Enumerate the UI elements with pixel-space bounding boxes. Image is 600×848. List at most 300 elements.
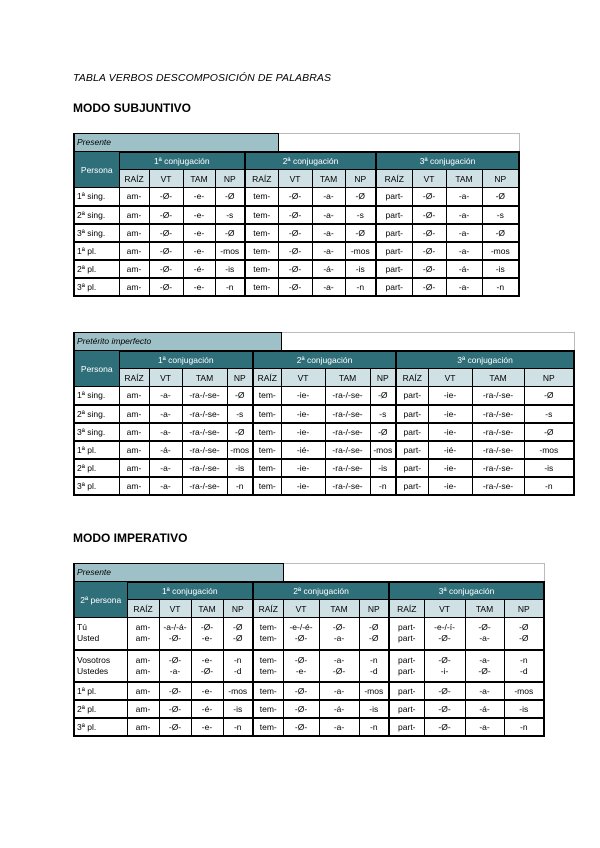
table-cell: tem- bbox=[245, 278, 278, 296]
column-header: RAÍZ bbox=[396, 369, 428, 387]
conjugation-header: 3ª conjugación bbox=[396, 351, 574, 369]
table-cell: part- bbox=[396, 387, 428, 405]
cell-line: tem- bbox=[259, 633, 277, 644]
table-cell: -ie- bbox=[281, 459, 325, 477]
row-label: 3ª pl. bbox=[74, 477, 119, 495]
table-cell: -ie- bbox=[428, 405, 472, 423]
cell-line: part- bbox=[398, 665, 416, 676]
cell-line: -Ø- bbox=[478, 665, 491, 676]
table-cell: -s bbox=[482, 206, 519, 224]
column-header: TAM bbox=[472, 369, 524, 387]
table-cell: -Ø- bbox=[149, 242, 183, 260]
table-cell: -á- bbox=[446, 260, 482, 278]
cell-line: -a- bbox=[169, 665, 181, 676]
table-cell: -e- bbox=[183, 224, 215, 242]
table-cell: -á- bbox=[465, 700, 504, 718]
cell-line: -Ø- bbox=[168, 654, 182, 665]
table-cell bbox=[359, 618, 389, 650]
table-cell: -Ø- bbox=[283, 718, 319, 736]
table-cell: am- bbox=[127, 682, 159, 700]
table-cell: -mos bbox=[227, 441, 253, 459]
subheader-row bbox=[74, 600, 544, 618]
table-cell: -mos bbox=[345, 242, 376, 260]
cell-line: part- bbox=[398, 622, 416, 633]
cell-line: am- bbox=[135, 654, 151, 665]
table-cell: -is bbox=[345, 260, 376, 278]
table-cell: -Ø- bbox=[278, 224, 312, 242]
tense-label: Presente bbox=[74, 134, 278, 152]
table-row bbox=[74, 700, 544, 718]
table-cell: -ra-/-se- bbox=[325, 459, 370, 477]
cell-line: am- bbox=[135, 665, 151, 676]
row-label: 1ª pl. bbox=[74, 242, 119, 260]
conjugation-header: 2ª conjugación bbox=[245, 152, 376, 170]
table-cell: -e- bbox=[183, 242, 215, 260]
table-cell: -Ø- bbox=[412, 188, 446, 206]
table-cell: part- bbox=[376, 242, 412, 260]
row-label: 1ª sing. bbox=[74, 188, 119, 206]
table-cell: -Ø- bbox=[424, 682, 465, 700]
table-cell bbox=[319, 618, 359, 650]
document-title: TABLA VERBOS DESCOMPOSICIÓN DE PALABRAS bbox=[73, 72, 332, 84]
table-cell: -Ø- bbox=[424, 700, 465, 718]
mode-subjuntivo-title: MODO SUBJUNTIVO bbox=[73, 101, 192, 115]
table-cell: -s bbox=[227, 405, 253, 423]
column-header: RAÍZ bbox=[389, 600, 424, 618]
table-cell: -mos bbox=[504, 682, 544, 700]
row-label: 2ª sing. bbox=[74, 206, 119, 224]
table-cell: -Ø- bbox=[424, 718, 465, 736]
cell-line: -Ø- bbox=[478, 622, 491, 633]
cell-line: part- bbox=[398, 654, 416, 665]
table-cell: -is bbox=[524, 459, 574, 477]
column-header: RAÍZ bbox=[127, 600, 159, 618]
table-cell bbox=[389, 650, 424, 682]
subheader-row bbox=[74, 369, 574, 387]
table-cell: -ie- bbox=[428, 477, 472, 495]
table-cell: tem- bbox=[253, 405, 281, 423]
cell-line: tem- bbox=[259, 665, 277, 676]
column-header: TAM bbox=[446, 170, 482, 188]
table-cell: -ra-/-se- bbox=[472, 441, 524, 459]
table-cell: -Ø- bbox=[149, 224, 183, 242]
table-cell: -Ø- bbox=[412, 224, 446, 242]
table-cell: -Ø bbox=[227, 387, 253, 405]
table-cell bbox=[465, 618, 504, 650]
column-header: NP bbox=[524, 369, 574, 387]
table-cell bbox=[253, 618, 283, 650]
table-cell: am- bbox=[119, 405, 149, 423]
column-header: VT bbox=[278, 170, 312, 188]
table-cell: -mos bbox=[370, 441, 396, 459]
table-cell bbox=[253, 650, 283, 682]
table-row bbox=[74, 718, 544, 736]
subheader-row bbox=[74, 170, 519, 188]
table-cell: part- bbox=[396, 459, 428, 477]
cell-line: -Ø bbox=[233, 622, 243, 633]
column-header: RAÍZ bbox=[253, 600, 283, 618]
row-label: 2ª pl. bbox=[74, 459, 119, 477]
table-cell: -ie- bbox=[281, 477, 325, 495]
cell-line: -d bbox=[370, 665, 378, 676]
table-cell: -á- bbox=[149, 441, 182, 459]
table-cell: -Ø bbox=[370, 387, 396, 405]
row-label: 1ª sing. bbox=[74, 387, 119, 405]
table-cell: -ra-/-se- bbox=[472, 477, 524, 495]
table-cell: -Ø- bbox=[412, 206, 446, 224]
row-label-line: Vosotros bbox=[77, 654, 111, 665]
cell-line: -Ø- bbox=[168, 633, 182, 644]
row-label: 3ª sing. bbox=[74, 224, 119, 242]
cell-line: -Ø bbox=[369, 622, 379, 633]
cell-line: -a- bbox=[333, 633, 345, 644]
table-cell: tem- bbox=[245, 242, 278, 260]
table-cell: -a- bbox=[312, 224, 345, 242]
table-cell: -ra-/-se- bbox=[182, 387, 227, 405]
table-cell: -ra-/-se- bbox=[325, 477, 370, 495]
column-header: VT bbox=[428, 369, 472, 387]
table-cell: -ra-/-se- bbox=[472, 423, 524, 441]
table-cell: -ra-/-se- bbox=[325, 423, 370, 441]
conjugation-header-row bbox=[74, 351, 574, 369]
table-cell: tem- bbox=[253, 477, 281, 495]
table-cell: part- bbox=[376, 260, 412, 278]
table-cell: -ie- bbox=[281, 423, 325, 441]
table-cell: tem- bbox=[253, 682, 283, 700]
table-cell: -Ø- bbox=[412, 242, 446, 260]
table-cell: -Ø- bbox=[412, 278, 446, 296]
table-cell: -Ø bbox=[345, 188, 376, 206]
table-cell: part- bbox=[389, 718, 424, 736]
table-cell: -n bbox=[215, 278, 245, 296]
table-cell: -e- bbox=[191, 682, 223, 700]
column-header: NP bbox=[223, 600, 253, 618]
cell-line: -Ø- bbox=[294, 633, 308, 644]
verb-table bbox=[73, 563, 545, 737]
cell-line: part- bbox=[398, 633, 416, 644]
row-label-line: Usted bbox=[77, 633, 100, 644]
table-cell: -ra-/-se- bbox=[182, 459, 227, 477]
table-cell: -mos bbox=[524, 441, 574, 459]
table-cell: -a- bbox=[312, 278, 345, 296]
column-header: TAM bbox=[312, 170, 345, 188]
table-cell: -n bbox=[223, 718, 253, 736]
table-cell bbox=[127, 650, 159, 682]
table-cell: -s bbox=[524, 405, 574, 423]
conjugation-header: 1ª conjugación bbox=[119, 152, 245, 170]
table-cell: -n bbox=[370, 477, 396, 495]
table-cell: -a- bbox=[149, 423, 182, 441]
table-cell: -a- bbox=[446, 278, 482, 296]
table-cell: -a- bbox=[465, 718, 504, 736]
row-label: 3ª sing. bbox=[74, 423, 119, 441]
cell-line: -a-/-á- bbox=[163, 622, 187, 633]
table-row bbox=[74, 260, 519, 278]
cell-line: -e- bbox=[295, 665, 307, 676]
table-row bbox=[74, 682, 544, 700]
column-header: TAM bbox=[319, 600, 359, 618]
conjugation-header: 3ª conjugación bbox=[376, 152, 519, 170]
row-label: 2ª pl. bbox=[74, 260, 119, 278]
table-cell: -ié- bbox=[281, 441, 325, 459]
table-cell bbox=[159, 618, 191, 650]
table-cell: part- bbox=[376, 278, 412, 296]
table-cell: -ra-/-se- bbox=[182, 441, 227, 459]
row-label: 2ª sing. bbox=[74, 405, 119, 423]
cell-line: am- bbox=[135, 633, 151, 644]
table-cell: -Ø- bbox=[149, 206, 183, 224]
table-cell: -Ø- bbox=[283, 700, 319, 718]
cell-line: -Ø- bbox=[200, 622, 214, 633]
table-cell: -Ø bbox=[215, 224, 245, 242]
row-label bbox=[74, 650, 127, 682]
verb-table bbox=[73, 332, 575, 496]
row-label: 1ª pl. bbox=[74, 441, 119, 459]
column-header: NP bbox=[215, 170, 245, 188]
column-header: VT bbox=[283, 600, 319, 618]
column-header: NP bbox=[227, 369, 253, 387]
table-cell: -ra-/-se- bbox=[182, 423, 227, 441]
table-cell bbox=[389, 618, 424, 650]
table-row bbox=[74, 459, 574, 477]
table-cell: am- bbox=[119, 423, 149, 441]
table-cell: tem- bbox=[253, 459, 281, 477]
tense-label: Presente bbox=[74, 564, 283, 582]
table-cell: tem- bbox=[253, 700, 283, 718]
row-label: 1ª pl. bbox=[74, 682, 127, 700]
table-cell: -a- bbox=[149, 459, 182, 477]
table-cell: -Ø- bbox=[283, 682, 319, 700]
tense-blank bbox=[278, 134, 519, 152]
table-cell bbox=[127, 618, 159, 650]
table-cell: -a- bbox=[312, 206, 345, 224]
table-cell: part- bbox=[396, 477, 428, 495]
table-cell: -Ø- bbox=[278, 206, 312, 224]
table-cell: -n bbox=[359, 718, 389, 736]
table-cell: -is bbox=[227, 459, 253, 477]
table-cell: part- bbox=[376, 224, 412, 242]
table-cell: -Ø- bbox=[149, 260, 183, 278]
table-cell: tem- bbox=[245, 260, 278, 278]
table-cell: -a- bbox=[149, 405, 182, 423]
verb-table bbox=[73, 133, 520, 297]
table-row bbox=[74, 278, 519, 296]
table-cell: -n bbox=[482, 278, 519, 296]
table-cell bbox=[283, 618, 319, 650]
persona-header: Persona bbox=[74, 351, 119, 387]
table-cell: am- bbox=[119, 278, 149, 296]
table-cell: -Ø bbox=[215, 188, 245, 206]
table-cell: -mos bbox=[215, 242, 245, 260]
table-cell: -mos bbox=[223, 682, 253, 700]
table-cell: -e- bbox=[183, 278, 215, 296]
table-cell: -a- bbox=[465, 682, 504, 700]
column-header: VT bbox=[412, 170, 446, 188]
column-header: VT bbox=[424, 600, 465, 618]
table-cell: -a- bbox=[312, 188, 345, 206]
table-cell: -is bbox=[359, 700, 389, 718]
table-cell: -a- bbox=[149, 387, 182, 405]
column-header: VT bbox=[149, 170, 183, 188]
table-cell: -Ø- bbox=[159, 718, 191, 736]
table-cell: -Ø- bbox=[278, 260, 312, 278]
table-row bbox=[74, 650, 544, 682]
conjugation-header: 2ª conjugación bbox=[253, 351, 396, 369]
table-row bbox=[74, 441, 574, 459]
table-cell: -Ø- bbox=[149, 278, 183, 296]
cell-line: -Ø- bbox=[200, 665, 214, 676]
table-cell: -ie- bbox=[428, 387, 472, 405]
table-row bbox=[74, 423, 574, 441]
cell-line: -n bbox=[520, 654, 528, 665]
row-label-line: Ustedes bbox=[77, 665, 109, 676]
table-cell: -is bbox=[223, 700, 253, 718]
table-cell: -ra-/-se- bbox=[325, 387, 370, 405]
cell-line: -Ø bbox=[519, 622, 529, 633]
column-header: TAM bbox=[465, 600, 504, 618]
table-cell: tem- bbox=[253, 423, 281, 441]
table-cell bbox=[359, 650, 389, 682]
column-header: TAM bbox=[325, 369, 370, 387]
table-cell: tem- bbox=[253, 387, 281, 405]
table-row bbox=[74, 405, 574, 423]
table-cell: -Ø- bbox=[412, 260, 446, 278]
table-cell: -Ø bbox=[227, 423, 253, 441]
table-cell: -é- bbox=[183, 260, 215, 278]
table-cell bbox=[223, 650, 253, 682]
tense-row bbox=[74, 564, 544, 582]
cell-line: -Ø bbox=[369, 633, 379, 644]
table-cell: -ra-/-se- bbox=[325, 405, 370, 423]
table-cell: -e- bbox=[183, 206, 215, 224]
table-cell: -n bbox=[524, 477, 574, 495]
cell-line: tem- bbox=[259, 654, 277, 665]
table-cell: -ié- bbox=[428, 441, 472, 459]
table-cell: -á- bbox=[312, 260, 345, 278]
table-cell: -ra-/-se- bbox=[182, 405, 227, 423]
row-label: 2ª pl. bbox=[74, 700, 127, 718]
table-cell: -is bbox=[370, 459, 396, 477]
table-cell: -Ø- bbox=[278, 242, 312, 260]
column-header: NP bbox=[370, 369, 396, 387]
conjugation-header: 1ª conjugación bbox=[127, 582, 253, 600]
table-cell bbox=[283, 650, 319, 682]
table-cell: -Ø bbox=[370, 423, 396, 441]
table-cell: -ra-/-se- bbox=[472, 459, 524, 477]
table-cell: -Ø- bbox=[159, 700, 191, 718]
row-label-line: Tú bbox=[77, 622, 87, 633]
conjugation-header-row bbox=[74, 152, 519, 170]
cell-line: -n bbox=[233, 654, 242, 665]
column-header: VT bbox=[281, 369, 325, 387]
column-header: NP bbox=[482, 170, 519, 188]
table-cell: part- bbox=[389, 682, 424, 700]
table-cell bbox=[465, 650, 504, 682]
table-cell: tem- bbox=[253, 718, 283, 736]
tense-blank bbox=[281, 333, 574, 351]
table-cell: -s bbox=[370, 405, 396, 423]
column-header: RAÍZ bbox=[253, 369, 281, 387]
cell-line: -Ø- bbox=[294, 654, 308, 665]
cell-line: -e-/-í- bbox=[434, 622, 455, 633]
table-cell: part- bbox=[396, 441, 428, 459]
column-header: VT bbox=[149, 369, 182, 387]
table-cell: -e- bbox=[183, 188, 215, 206]
table-cell bbox=[191, 650, 223, 682]
table-cell: -a- bbox=[312, 242, 345, 260]
table-cell: -n bbox=[345, 278, 376, 296]
persona-header: 2ª persona bbox=[74, 582, 127, 618]
table-cell: -ie- bbox=[428, 459, 472, 477]
column-header: NP bbox=[345, 170, 376, 188]
table-row bbox=[74, 387, 574, 405]
cell-line: -d bbox=[520, 665, 528, 676]
column-header: RAÍZ bbox=[119, 170, 149, 188]
table-cell: part- bbox=[396, 423, 428, 441]
table-cell bbox=[504, 618, 544, 650]
cell-line: -Ø- bbox=[438, 633, 451, 644]
table-cell: -ra-/-se- bbox=[472, 387, 524, 405]
table-row bbox=[74, 224, 519, 242]
table-cell: -ie- bbox=[281, 405, 325, 423]
table-cell: am- bbox=[127, 718, 159, 736]
table-cell: -Ø bbox=[482, 224, 519, 242]
table-cell: -n bbox=[504, 718, 544, 736]
cell-line: -Ø- bbox=[332, 665, 346, 676]
column-header: VT bbox=[159, 600, 191, 618]
table-cell: -s bbox=[345, 206, 376, 224]
column-header: TAM bbox=[183, 170, 215, 188]
cell-line: -Ø- bbox=[438, 654, 451, 665]
row-label bbox=[74, 618, 127, 650]
row-label: 3ª pl. bbox=[74, 278, 119, 296]
table-cell bbox=[159, 650, 191, 682]
table-cell: -is bbox=[482, 260, 519, 278]
cell-line: -a- bbox=[479, 633, 490, 644]
table-cell bbox=[504, 650, 544, 682]
table-cell: -a- bbox=[149, 477, 182, 495]
table-cell: am- bbox=[119, 224, 149, 242]
table-cell: -é- bbox=[191, 700, 223, 718]
table-cell bbox=[319, 650, 359, 682]
table-cell bbox=[223, 618, 253, 650]
table-cell: part- bbox=[376, 206, 412, 224]
table-cell: part- bbox=[396, 405, 428, 423]
table-cell: -mos bbox=[482, 242, 519, 260]
column-header: RAÍZ bbox=[245, 170, 278, 188]
table-cell: -Ø bbox=[482, 188, 519, 206]
conjugation-header: 3ª conjugación bbox=[389, 582, 544, 600]
table-cell bbox=[424, 650, 465, 682]
table-cell: -Ø bbox=[524, 423, 574, 441]
table-cell: -n bbox=[227, 477, 253, 495]
table-row bbox=[74, 242, 519, 260]
table-cell: -is bbox=[504, 700, 544, 718]
column-header: NP bbox=[504, 600, 544, 618]
table-cell: -s bbox=[215, 206, 245, 224]
table-cell: -a- bbox=[446, 206, 482, 224]
column-header: TAM bbox=[182, 369, 227, 387]
mode-imperativo-title: MODO IMPERATIVO bbox=[73, 531, 188, 545]
table-cell bbox=[191, 618, 223, 650]
table-cell: am- bbox=[119, 188, 149, 206]
table-cell: -Ø bbox=[524, 387, 574, 405]
table-row bbox=[74, 477, 574, 495]
cell-line: -e-/-é- bbox=[289, 622, 313, 633]
row-label: 3ª pl. bbox=[74, 718, 127, 736]
tense-row bbox=[74, 333, 574, 351]
table-cell bbox=[424, 618, 465, 650]
